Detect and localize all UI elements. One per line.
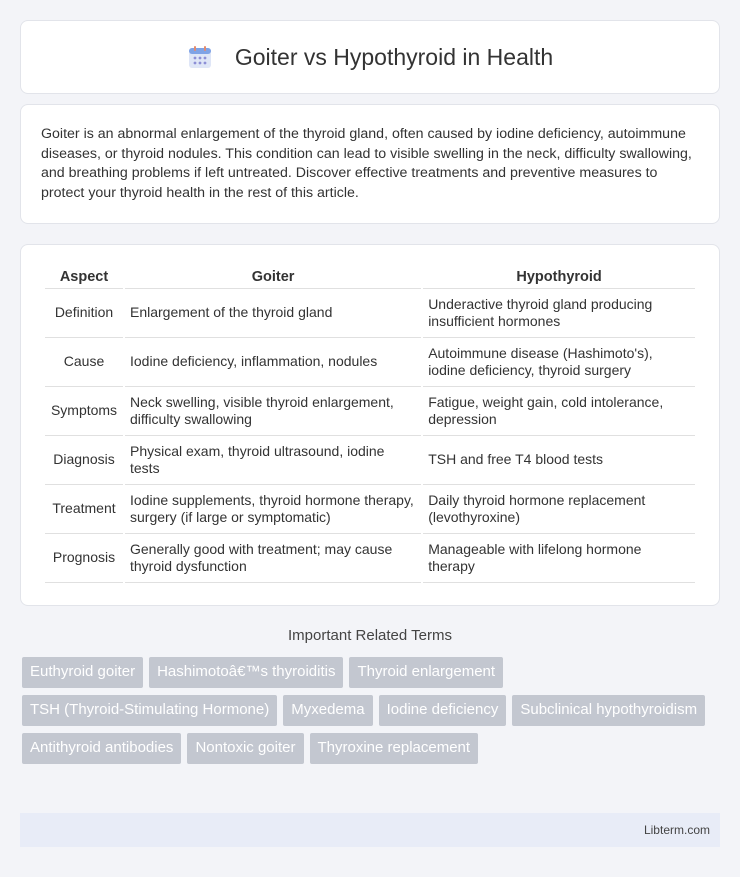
hypothyroid-cell: Fatigue, weight gain, cold intolerance, depression [423,387,695,436]
term-tag[interactable]: Thyroxine replacement [310,733,479,764]
goiter-cell: Neck swelling, visible thyroid enlargement, difficulty swallowing [125,387,421,436]
goiter-cell: Enlargement of the thyroid gland [125,289,421,338]
aspect-cell: Cause [45,338,123,387]
goiter-cell: Iodine deficiency, inflammation, nodules [125,338,421,387]
aspect-cell: Diagnosis [45,436,123,485]
term-tag[interactable]: Thyroid enlargement [349,657,503,688]
term-tag[interactable]: Euthyroid goiter [22,657,143,688]
term-tag[interactable]: Myxedema [283,695,372,726]
footer [20,813,720,847]
header-card [20,20,720,94]
related-terms-title: Important Related Terms [288,627,452,644]
aspect-cell: Treatment [45,485,123,534]
intro-card [20,104,720,224]
table-row [45,534,695,583]
goiter-cell: Physical exam, thyroid ultrasound, iodine tests [125,436,421,485]
footer-site-link[interactable]: Libterm.com [643,823,710,837]
aspect-cell: Symptoms [45,387,123,436]
term-tag[interactable]: Nontoxic goiter [187,733,303,764]
table-row [45,387,695,436]
table-row [45,289,695,338]
hypothyroid-cell: Underactive thyroid gland producing insufficient hormones [423,289,695,338]
goiter-cell: Generally good with treatment; may cause thyroid dysfunction [125,534,421,583]
header-hypothyroid: Hypothyroid [423,265,695,289]
goiter-cell: Iodine supplements, thyroid hormone therapy, surgery (if large or symptomatic) [125,485,421,534]
comparison-table-card [20,244,720,606]
comparison-table [43,265,697,583]
header-goiter: Goiter [125,265,421,289]
hypothyroid-cell: Autoimmune disease (Hashimoto's), iodine deficiency, thyroid surgery [423,338,695,387]
table-row [45,485,695,534]
term-tag[interactable]: TSH (Thyroid-Stimulating Hormone) [22,695,277,726]
table-header-row [45,265,695,289]
aspect-cell: Definition [45,289,123,338]
page-title: Goiter vs Hypothyroid in Health [234,43,554,70]
header-aspect: Aspect [45,265,123,289]
related-terms-list [22,657,722,771]
hypothyroid-cell: Daily thyroid hormone replacement (levothyroxine) [423,485,695,534]
term-tag[interactable]: Hashimotoâ€™s thyroiditis [149,657,343,688]
hypothyroid-cell: TSH and free T4 blood tests [423,436,695,485]
calendar-grid-icon [187,44,213,70]
term-tag[interactable]: Iodine deficiency [379,695,507,726]
table-row [45,436,695,485]
table-row [45,338,695,387]
term-tag[interactable]: Antithyroid antibodies [22,733,181,764]
term-tag[interactable]: Subclinical hypothyroidism [512,695,705,726]
intro-text: Goiter is an abnormal enlargement of the thyroid gland, often caused by iodine deficiency, autoimmune diseases, or thyroid nodules. This condition can lead to visible swelling in the neck, difficulty swallowing, and breathing problems if left untreated. Discover effective treatments and preventive measures to protect your thyroid health in the rest of this article. [41,126,692,201]
hypothyroid-cell: Manageable with lifelong hormone therapy [423,534,695,583]
aspect-cell: Prognosis [45,534,123,583]
